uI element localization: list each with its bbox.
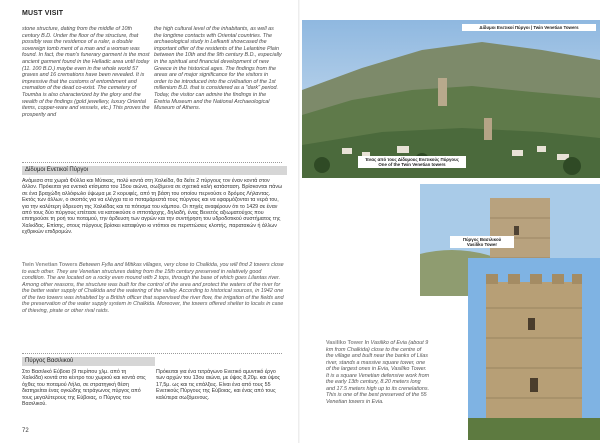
divider xyxy=(22,162,282,163)
caption-vasiliko-tower xyxy=(450,236,514,248)
caption-twin-tower-single xyxy=(358,156,466,168)
greek-paragraph-twin-towers: Ανάμεσα στα χωριά Φύλλα και Μύτικας, πολύ κοντά στη Χαλκίδα, θα δείτε 2 πύργους τον έναν κοντά στον άλλον. Πρόκειται για ενετικά κτίσματα του 15ου αιώνα, σωζόμενα σε σχετικά καλή κατάσταση. Βρίσκονται πάνω σε ένα βραχώδη αλλόφωλο ύψωμα με 2 κορυφές, από τη βάση του οποίου περνούσε ο δρόμος Λήλαντας. Εκτός των άλλων, ο σκοπός για να ελέγχει τα ιο ποταμάρεστά τους πύργους και να εφαρμόζονται τα νερά του, για την καλύτερη ύδρευση της Χαλκίδας και τα πότισμα του κάμπου. Οι πηγές αναφέρουν ότι το 1429 σε έναν από τους δύο πύργους επέτασε να κατοικούσε ο ιπποτάρχης, δηλαδή, ένας Βενετός αξιωματούχος που επιτηρούσε τη ροή του ποταμού, την άρδευση των αγρών και την συντήρηση του υδροδοτικού συστήματος της Χαλκίδας. Επίσης, στους πύργους βρίσκει καταφύγιο κι ντόπιοι σε περιπτώσεις κλοπής, παρατακών ή άλλων εχθρικών επιδρομών. xyxy=(22,178,283,236)
vasiliko-description: In Vasiliko of Evia (about 9 km from Chalkida) close to the centre of the village and built near the banks of Lilas river, stands a massive square tower, one of the largest ones in Evia, Vasiliko Tower. It is a square Venetian defensive work from the early 13th century, 8.20 meters long and 17.5 meters high up to its crenelations. This is one of the best preserved of the 55 Venetian towers in Evia. xyxy=(326,340,430,405)
intro-column-1: stone structure, dating from the middle of 10th century B.D. Under the floor of the structure, that possibly was the residence of a ruler, a double sovereign tomb ment of a man and a woman was found. In fact, the man's funerary garment is the most ancient garment found in the Helladic area until today (11. 100 B.D.) maybe even in the whole world 57 graves and 16 cremations have been revealed. It is impressive that the customs of entombment and cremation of the dead co-exist. The cemetery of Toumba is also characterized by the glory and the wealth of the findings (gold jewellery, luxury Oriental items, copper-ware and vessels, etc.) This proves the prosperity and xyxy=(22,26,150,118)
heading-vasiliko-greek: Πύργος Βασιλικού xyxy=(22,357,155,366)
twin-towers-label: Twin Venetian Towers xyxy=(22,262,78,268)
section-tag: MUST VISIT xyxy=(22,10,64,17)
caption-twin-towers: Δίδυμοι Ενετικοί Πύργοι | Twin Venetian Towers xyxy=(462,24,596,31)
greek-column-vasiliko-1: Στο Βασιλικό Εύβοια (9 περίπου χλμ. από τη Χαλκίδα) κοντά στο κέντρο του χωριού και κοντά στις όχθες του ποταμού Λήλα, σε στρατηγική θέση διατηρείται ένας ογκώδης τετράγωνος πύργος από τους μεγαλύτερους της Εύβοιας, ο Πύργος του Βασιλικού. xyxy=(22,369,146,408)
intro-column-2: the high cultural level of the inhabitants, as well as the longtime contacts with Oriental countries. The archaeological study in Lefkanti showcased the important offer of the residents of the Lelantine Plain between the 10th and the 9th century B.D., especially in the spiritual and financial development of new Greece in the historical ages. The findings from the areas are of major significance for the visitors in order to be introduced into the civilisation of the 1st millenium B.D. that is considered as a "dark" period. Today, the visitor can admire the findings in the Eretria Museum and the National Archaeological Museum of Athens. xyxy=(154,26,282,112)
right-page xyxy=(300,0,600,443)
twin-towers-text: Between Fylla and Mitikas villages, very close to Chalkida, you will find 2 towers close to each other. They are Venetian structures dating from the 15th century preserved in relatively good condition. The are located on a rocky even mound with 2 tops, through the base of which goes Lilantas river. Among other reasons, the structure was built for the control of the area and protect the waters of the river for the better water supply of Chalkida and the watering of the valley. According to historical sources, in 1942 one of the two towers was inhabited by a British officer that supervised the river flow, the irrigation of the fields and the preservation of the water supply system in Chalkida. Moreover, the towers offered shelter to locals in case of thieving, pirate or other rival raids. xyxy=(22,262,284,314)
landscape-photo xyxy=(302,20,600,178)
vasiliko-tower-photo xyxy=(468,258,600,440)
caption-twin-tower-single-text: Ένας από τους Δίδυμους Ενετικούς Πύργους One of the Twin Venetian towers xyxy=(365,157,459,168)
page-number: 72 xyxy=(22,428,29,434)
divider xyxy=(22,353,282,354)
caption-vasiliko-tower-text: Πύργος Βασιλικού Vasiliko Tower xyxy=(462,237,502,248)
greek-column-vasiliko-2: Πρόκειται για ένα τετράγωνο Ενετικό αμυντικό έργο των αρχών του 13ου αιώνα, με ύψος 8,20μ. και ύψος 17,5μ. ως και τις επάλξεις. Είναι ένα από τους 55 Ενετικούς Πύργους της Εύβοιας, και ένας από τους καλύτερα σωζόμενους. xyxy=(156,369,281,401)
vasiliko-label: Vasiliko Tower xyxy=(326,340,364,346)
vasiliko-english-text xyxy=(326,340,430,405)
heading-twin-towers-greek: Δίδυμοι Ενετικοί Πύργοι xyxy=(22,166,287,175)
english-paragraph-twin-towers xyxy=(22,262,284,314)
